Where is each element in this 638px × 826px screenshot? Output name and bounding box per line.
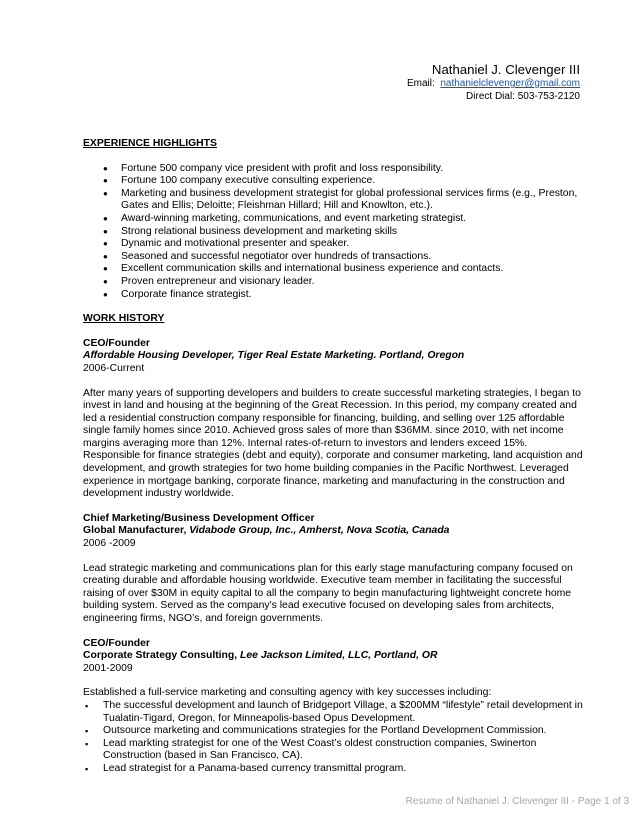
job2-company-name: Vidabode Group, Inc., Amherst, Nova Scotia, Canada [189,525,450,537]
list-item: ▪ Lead strategist for a Panama-based currency transmittal program. [83,763,583,776]
job2-role: Chief Marketing/Business Development Officer [83,512,315,524]
list-item: ● Excellent communication skills and international business experience and contacts. [83,263,583,276]
phone-line: Direct Dial: 503-753-2120 [466,90,580,102]
job1-company: Affordable Housing Developer, Tiger Real Estate Marketing. Portland, Oregon [83,350,465,362]
list-item: ● Fortune 100 company executive consulting experience. [83,175,583,188]
email-line [407,78,580,91]
job2-company [83,525,583,538]
highlights-list [83,163,583,302]
email-label: Email: [406,78,435,89]
job2-company-type: Global Manufacturer, [83,525,190,537]
list-item: ● Dynamic and motivational presenter and speaker. [83,238,583,251]
job1-description: After many years of supporting developers and builders to create successful marketing strategies, I began to invest in land and housing at the beginning of the Great Recession. In this period, my company created and led a residential construction company responsible for financing, building, and selling over 125 affordable single family homes since 2010. Achieved gross sales of more than $36MM. since 2010, with net income margins averaging more than 12%. Internal rates-of-return to investors and lenders exceed 15%. Responsible for finance strategies (debt and equity), corporate and consumer marketing, land acquistion and development, and growth strategies for two home building companies in the Pacific Northwest. Leveraged experience in mortgage banking, corporate finance, marketing and manufacturing in the construction and development industry worldwide. [83,387,583,500]
job1-dates: 2006-Current [83,362,145,374]
job3-company-type: Corporate Strategy Consulting, [83,650,241,662]
job3-intro: Established a full-service marketing and consulting agency with key successes including: [83,687,492,699]
job3-dates: 2001-2009 [83,662,133,674]
job3-company [83,650,583,663]
highlights-title: EXPERIENCE HIGHLIGHTS [83,138,217,149]
list-item: ● Proven entrepreneur and visionary leader. [83,276,583,289]
job3-company-name: Lee Jackson Limited, LLC, Portland, OR [240,650,438,662]
list-item: ● Seasoned and successful negotiator over hundreds of transactions. [83,251,583,264]
job2-dates: 2006 -2009 [83,538,136,550]
resume-header [407,61,580,103]
page-footer: Resume of Nathaniel J. Clevenger III - Page 1 of 3 [405,796,629,807]
job1-role: CEO/Founder [83,337,150,349]
work-history-title: WORK HISTORY [83,313,165,325]
email-link[interactable]: nathanielclevenger@gmail.com [440,78,580,89]
list-item: ● Strong relational business development and marketing skills [83,226,583,239]
resume-body [83,138,583,776]
list-item: ▪ Lead markting strategist for one of the West Coast’s oldest construction companies, Swinerton Construction (based in San Francisco, CA). [83,738,583,763]
job3-list [83,700,583,776]
job2-description: Lead strategic marketing and communications plan for this early stage manufacturing company focused on creating durable and affordable housing worldwide. Executive team member in facilitating the successful raising of over $30M in equity capital to all the company to begin manufacturing lightweight concrete home building system. Served as the company’s lead executive focused on developing sales from architects, engineering firms, NGO’s, and foreign governments. [83,562,573,624]
list-item: ● Marketing and business development strategist for global professional services firms (e.g., Preston, Gates and Ellis; Deloitte; Fleishman Hillard; Hill and Knowlton, etc.). [83,188,583,213]
list-item: ● Fortune 500 company vice president with profit and loss responsibility. [83,163,583,176]
candidate-name: Nathaniel J. Clevenger III [431,62,580,77]
list-item: ▪ The successful development and launch of Bridgeport Village, a $200MM “lifestyle” retail development in Tualatin-Tigard, Oregon, for Minneapolis-based Opus Development. [83,700,583,725]
list-item: ▪ Outsource marketing and communications strategies for the Portland Development Commission. [83,725,583,738]
list-item: ● Corporate finance strategist. [83,289,583,302]
list-item: ● Award-winning marketing, communications, and event marketing strategist. [83,213,583,226]
job3-role: CEO/Founder [83,637,150,649]
